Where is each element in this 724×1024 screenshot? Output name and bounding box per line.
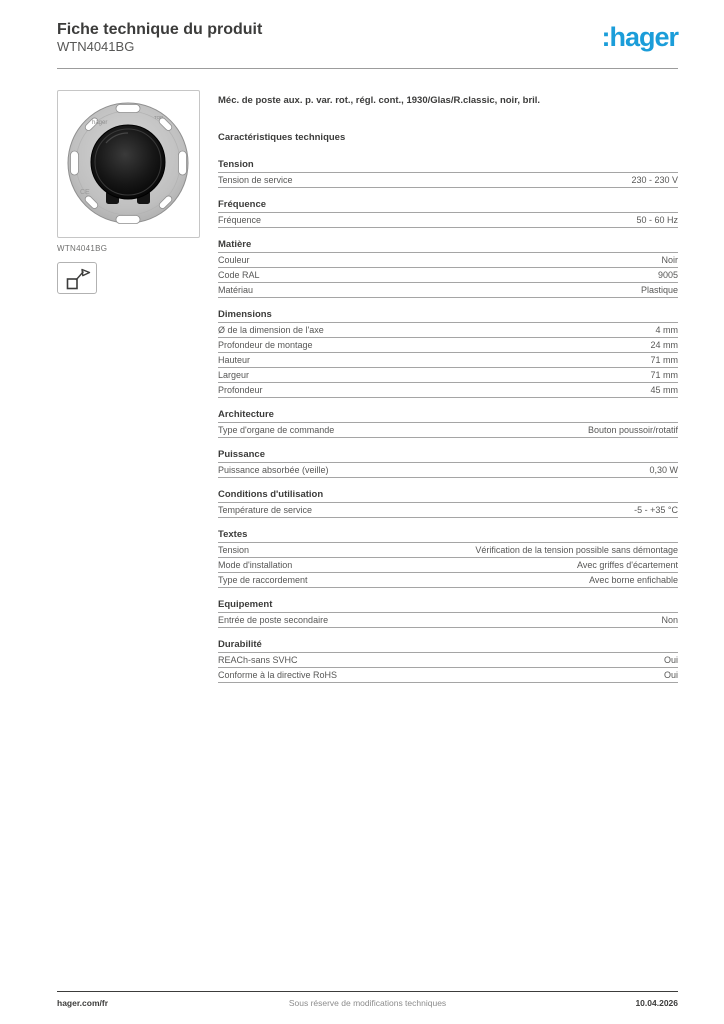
spec-label: REACh-sans SVHC bbox=[218, 655, 298, 665]
page-header bbox=[57, 20, 678, 55]
page-footer bbox=[57, 991, 678, 1008]
spec-label: Profondeur bbox=[218, 385, 263, 395]
spec-rows bbox=[218, 323, 678, 398]
spec-section bbox=[218, 449, 678, 478]
spec-section bbox=[218, 199, 678, 228]
spec-label: Type d'organe de commande bbox=[218, 425, 335, 435]
spec-value: Vérification de la tension possible sans démontage bbox=[475, 545, 678, 555]
spec-section-title: Equipement bbox=[218, 599, 678, 613]
spec-row bbox=[218, 613, 678, 628]
header-divider bbox=[57, 68, 678, 69]
product-description: Méc. de poste aux. p. var. rot., régl. cont., 1930/Glas/R.classic, noir, bril. bbox=[218, 95, 541, 106]
spec-label: Hauteur bbox=[218, 355, 251, 365]
spec-section bbox=[218, 489, 678, 518]
left-column bbox=[57, 90, 200, 683]
spec-rows bbox=[218, 613, 678, 628]
main-content bbox=[57, 90, 678, 683]
spec-row bbox=[218, 268, 678, 283]
spec-section-title: Conditions d'utilisation bbox=[218, 489, 678, 503]
spec-section bbox=[218, 639, 678, 683]
spec-section bbox=[218, 599, 678, 628]
spec-section bbox=[218, 409, 678, 438]
spec-row bbox=[218, 323, 678, 338]
spec-value: 71 mm bbox=[650, 355, 678, 365]
spec-value: 45 mm bbox=[650, 385, 678, 395]
product-feature-badge bbox=[57, 262, 97, 294]
spec-value: Bouton poussoir/rotatif bbox=[587, 425, 678, 435]
spec-value: Non bbox=[661, 615, 678, 625]
spec-section-title: Puissance bbox=[218, 449, 678, 463]
spec-rows bbox=[218, 463, 678, 478]
footer-website: hager.com/fr bbox=[57, 998, 109, 1008]
spec-section-title: Dimensions bbox=[218, 309, 678, 323]
spec-rows bbox=[218, 503, 678, 518]
spec-value: 4 mm bbox=[655, 325, 678, 335]
spec-section-title: Architecture bbox=[218, 409, 678, 423]
plate-ce-text: CE bbox=[80, 189, 90, 196]
spec-rows bbox=[218, 173, 678, 188]
spec-value: Avec borne enfichable bbox=[589, 575, 678, 585]
spec-label: Tension de service bbox=[218, 175, 293, 185]
spec-row bbox=[218, 653, 678, 668]
spec-value: Plastique bbox=[640, 285, 678, 295]
spec-value: Avec griffes d'écartement bbox=[577, 560, 678, 570]
product-image bbox=[57, 90, 200, 238]
spec-row bbox=[218, 463, 678, 478]
spec-label: Code RAL bbox=[218, 270, 260, 280]
spec-value: 71 mm bbox=[650, 370, 678, 380]
spec-label: Profondeur de montage bbox=[218, 340, 313, 350]
spec-row bbox=[218, 503, 678, 518]
footer-note: Sous réserve de modifications techniques bbox=[288, 998, 447, 1008]
spec-row bbox=[218, 283, 678, 298]
spec-row bbox=[218, 353, 678, 368]
spec-row bbox=[218, 338, 678, 353]
flag-pennant-icon bbox=[64, 267, 91, 290]
spec-row bbox=[218, 573, 678, 588]
spec-section-title: Matière bbox=[218, 239, 678, 253]
right-column bbox=[200, 90, 678, 683]
spec-sections bbox=[218, 159, 678, 683]
spec-row bbox=[218, 423, 678, 438]
spec-row bbox=[218, 558, 678, 573]
spec-label: Tension bbox=[218, 545, 250, 555]
product-image-caption: WTN4041BG bbox=[57, 244, 108, 253]
spec-value: 9005 bbox=[657, 270, 678, 280]
spec-value: Oui bbox=[663, 670, 678, 680]
spec-value: -5 - +35 °C bbox=[634, 505, 678, 515]
spec-rows bbox=[218, 423, 678, 438]
product-reference: WTN4041BG bbox=[57, 39, 135, 54]
plate-top-text: TOP bbox=[154, 115, 164, 120]
spec-value: 50 - 60 Hz bbox=[636, 215, 678, 225]
spec-row bbox=[218, 173, 678, 188]
spec-label: Fréquence bbox=[218, 215, 262, 225]
spec-value: Noir bbox=[661, 255, 678, 265]
rotary-dimmer-image bbox=[58, 91, 199, 237]
spec-rows bbox=[218, 253, 678, 298]
spec-label: Mode d'installation bbox=[218, 560, 293, 570]
spec-row bbox=[218, 253, 678, 268]
spec-rows bbox=[218, 543, 678, 588]
spec-row bbox=[218, 383, 678, 398]
footer-date: 10.04.2026 bbox=[635, 998, 678, 1008]
spec-section bbox=[218, 159, 678, 188]
spec-section bbox=[218, 239, 678, 298]
spec-label: Conforme à la directive RoHS bbox=[218, 670, 338, 680]
spec-section bbox=[218, 529, 678, 588]
spec-section-title: Tension bbox=[218, 159, 678, 173]
spec-value: 24 mm bbox=[650, 340, 678, 350]
spec-label: Couleur bbox=[218, 255, 250, 265]
spec-row bbox=[218, 368, 678, 383]
spec-label: Température de service bbox=[218, 505, 313, 515]
spec-label: Ø de la dimension de l'axe bbox=[218, 325, 324, 335]
spec-row bbox=[218, 213, 678, 228]
spec-section-title: Durabilité bbox=[218, 639, 678, 653]
hager-logo: :hager bbox=[601, 22, 678, 52]
spec-row bbox=[218, 543, 678, 558]
spec-value: Oui bbox=[663, 655, 678, 665]
spec-section bbox=[218, 309, 678, 398]
spec-label: Largeur bbox=[218, 370, 250, 380]
page-title: Fiche technique du produit bbox=[57, 21, 263, 38]
spec-row bbox=[218, 668, 678, 683]
spec-rows bbox=[218, 653, 678, 683]
spec-section-title: Fréquence bbox=[218, 199, 678, 213]
spec-label: Matériau bbox=[218, 285, 254, 295]
spec-section-title: Textes bbox=[218, 529, 678, 543]
spec-rows bbox=[218, 213, 678, 228]
spec-value: 0,30 W bbox=[649, 465, 678, 475]
plate-brand-text: hager bbox=[92, 120, 108, 126]
spec-value: 230 - 230 V bbox=[631, 175, 678, 185]
header-titles bbox=[57, 20, 262, 55]
specs-heading: Caractéristiques techniques bbox=[218, 132, 346, 143]
spec-label: Puissance absorbée (veille) bbox=[218, 465, 329, 475]
spec-label: Type de raccordement bbox=[218, 575, 308, 585]
spec-label: Entrée de poste secondaire bbox=[218, 615, 329, 625]
